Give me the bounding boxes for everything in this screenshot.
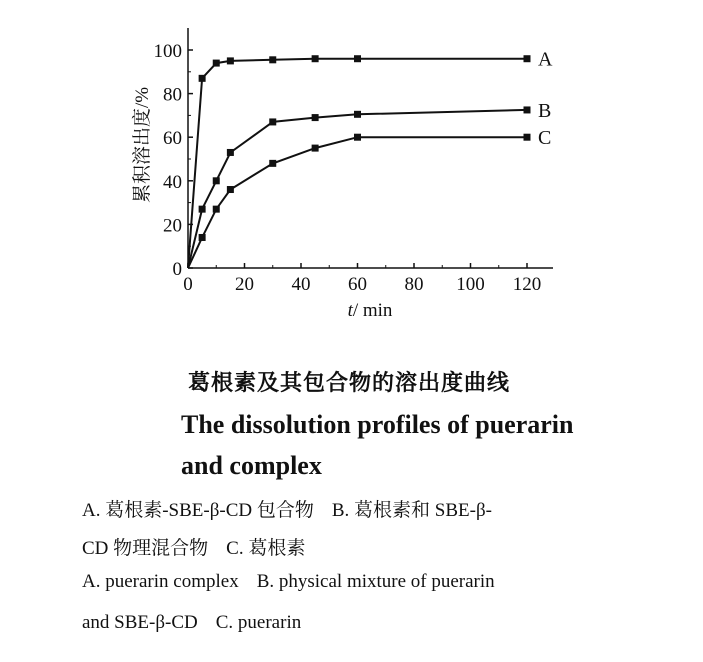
legend-en-c: C. puerarin bbox=[215, 612, 302, 633]
data-point-a bbox=[312, 55, 319, 62]
series-layer bbox=[188, 49, 553, 268]
series-line-b bbox=[188, 110, 527, 268]
x-tick-label: 20 bbox=[235, 274, 254, 295]
data-point-c bbox=[312, 145, 319, 152]
data-point-c bbox=[354, 134, 361, 141]
legend-zh-b-cont: CD 物理混合物 bbox=[82, 538, 209, 559]
data-point-a bbox=[213, 60, 220, 67]
legend-en-line-2 bbox=[82, 612, 301, 634]
data-point-b bbox=[524, 106, 531, 113]
data-point-c bbox=[269, 160, 276, 167]
x-tick-label: 100 bbox=[456, 274, 485, 295]
y-tick-label: 80 bbox=[163, 84, 182, 106]
legend-zh-c: C. 葛根素 bbox=[226, 538, 306, 559]
series-label-a: A bbox=[538, 48, 553, 71]
data-point-c bbox=[227, 186, 234, 193]
x-tick-label: 80 bbox=[404, 274, 424, 295]
data-point-a bbox=[354, 55, 361, 62]
x-tick-label: 0 bbox=[183, 274, 193, 295]
data-point-a bbox=[524, 55, 531, 62]
data-point-c bbox=[213, 206, 220, 213]
x-tick-label: 60 bbox=[348, 274, 367, 295]
y-axis-label: 累积溶出度/% bbox=[132, 86, 153, 204]
caption-title-zh: 葛根素及其包合物的溶出度曲线 bbox=[188, 370, 511, 395]
data-point-a bbox=[199, 75, 206, 82]
legend-zh-line-1 bbox=[82, 495, 492, 522]
data-point-a bbox=[269, 56, 276, 63]
legend-zh-a: A. 葛根素-SBE-β-CD 包合物 bbox=[82, 500, 314, 521]
legend-en-b: B. physical mixture of puerarin bbox=[256, 571, 495, 592]
caption-title-en: The dissolution profiles of puerarin and complex bbox=[181, 410, 574, 480]
plot-frame bbox=[188, 28, 553, 268]
legend-en-a: A. puerarin complex bbox=[82, 571, 239, 592]
x-axis-label-unit: / min bbox=[352, 300, 393, 321]
data-point-a bbox=[227, 57, 234, 64]
data-point-b bbox=[227, 149, 234, 156]
series-label-b: B bbox=[538, 99, 552, 122]
series-line-a bbox=[188, 59, 527, 268]
legend-zh-line-2 bbox=[82, 533, 305, 560]
y-tick-label: 100 bbox=[153, 41, 182, 62]
data-point-b bbox=[213, 177, 220, 184]
x-axis-label-variable: t bbox=[347, 300, 353, 321]
data-point-b bbox=[312, 114, 319, 121]
y-tick-label: 60 bbox=[163, 128, 182, 150]
y-axis-ticks bbox=[154, 41, 194, 280]
legend-en-b-cont: and SBE-β-CD bbox=[82, 612, 198, 633]
series-label-c: C bbox=[538, 127, 552, 150]
data-point-b bbox=[199, 206, 206, 213]
y-tick-label: 20 bbox=[163, 215, 182, 237]
data-point-b bbox=[269, 118, 276, 125]
x-axis-label bbox=[348, 300, 393, 321]
x-tick-label: 40 bbox=[291, 274, 311, 295]
legend-en-line-1 bbox=[82, 571, 495, 593]
x-tick-label: 120 bbox=[512, 274, 542, 295]
series-line-c bbox=[188, 137, 527, 268]
y-tick-label: 0 bbox=[172, 259, 182, 280]
y-tick-label: 40 bbox=[163, 171, 182, 193]
legend-zh-b: B. 葛根素和 SBE-β- bbox=[331, 500, 492, 521]
data-point-b bbox=[354, 111, 361, 118]
data-point-c bbox=[199, 234, 206, 241]
data-point-c bbox=[524, 134, 531, 141]
